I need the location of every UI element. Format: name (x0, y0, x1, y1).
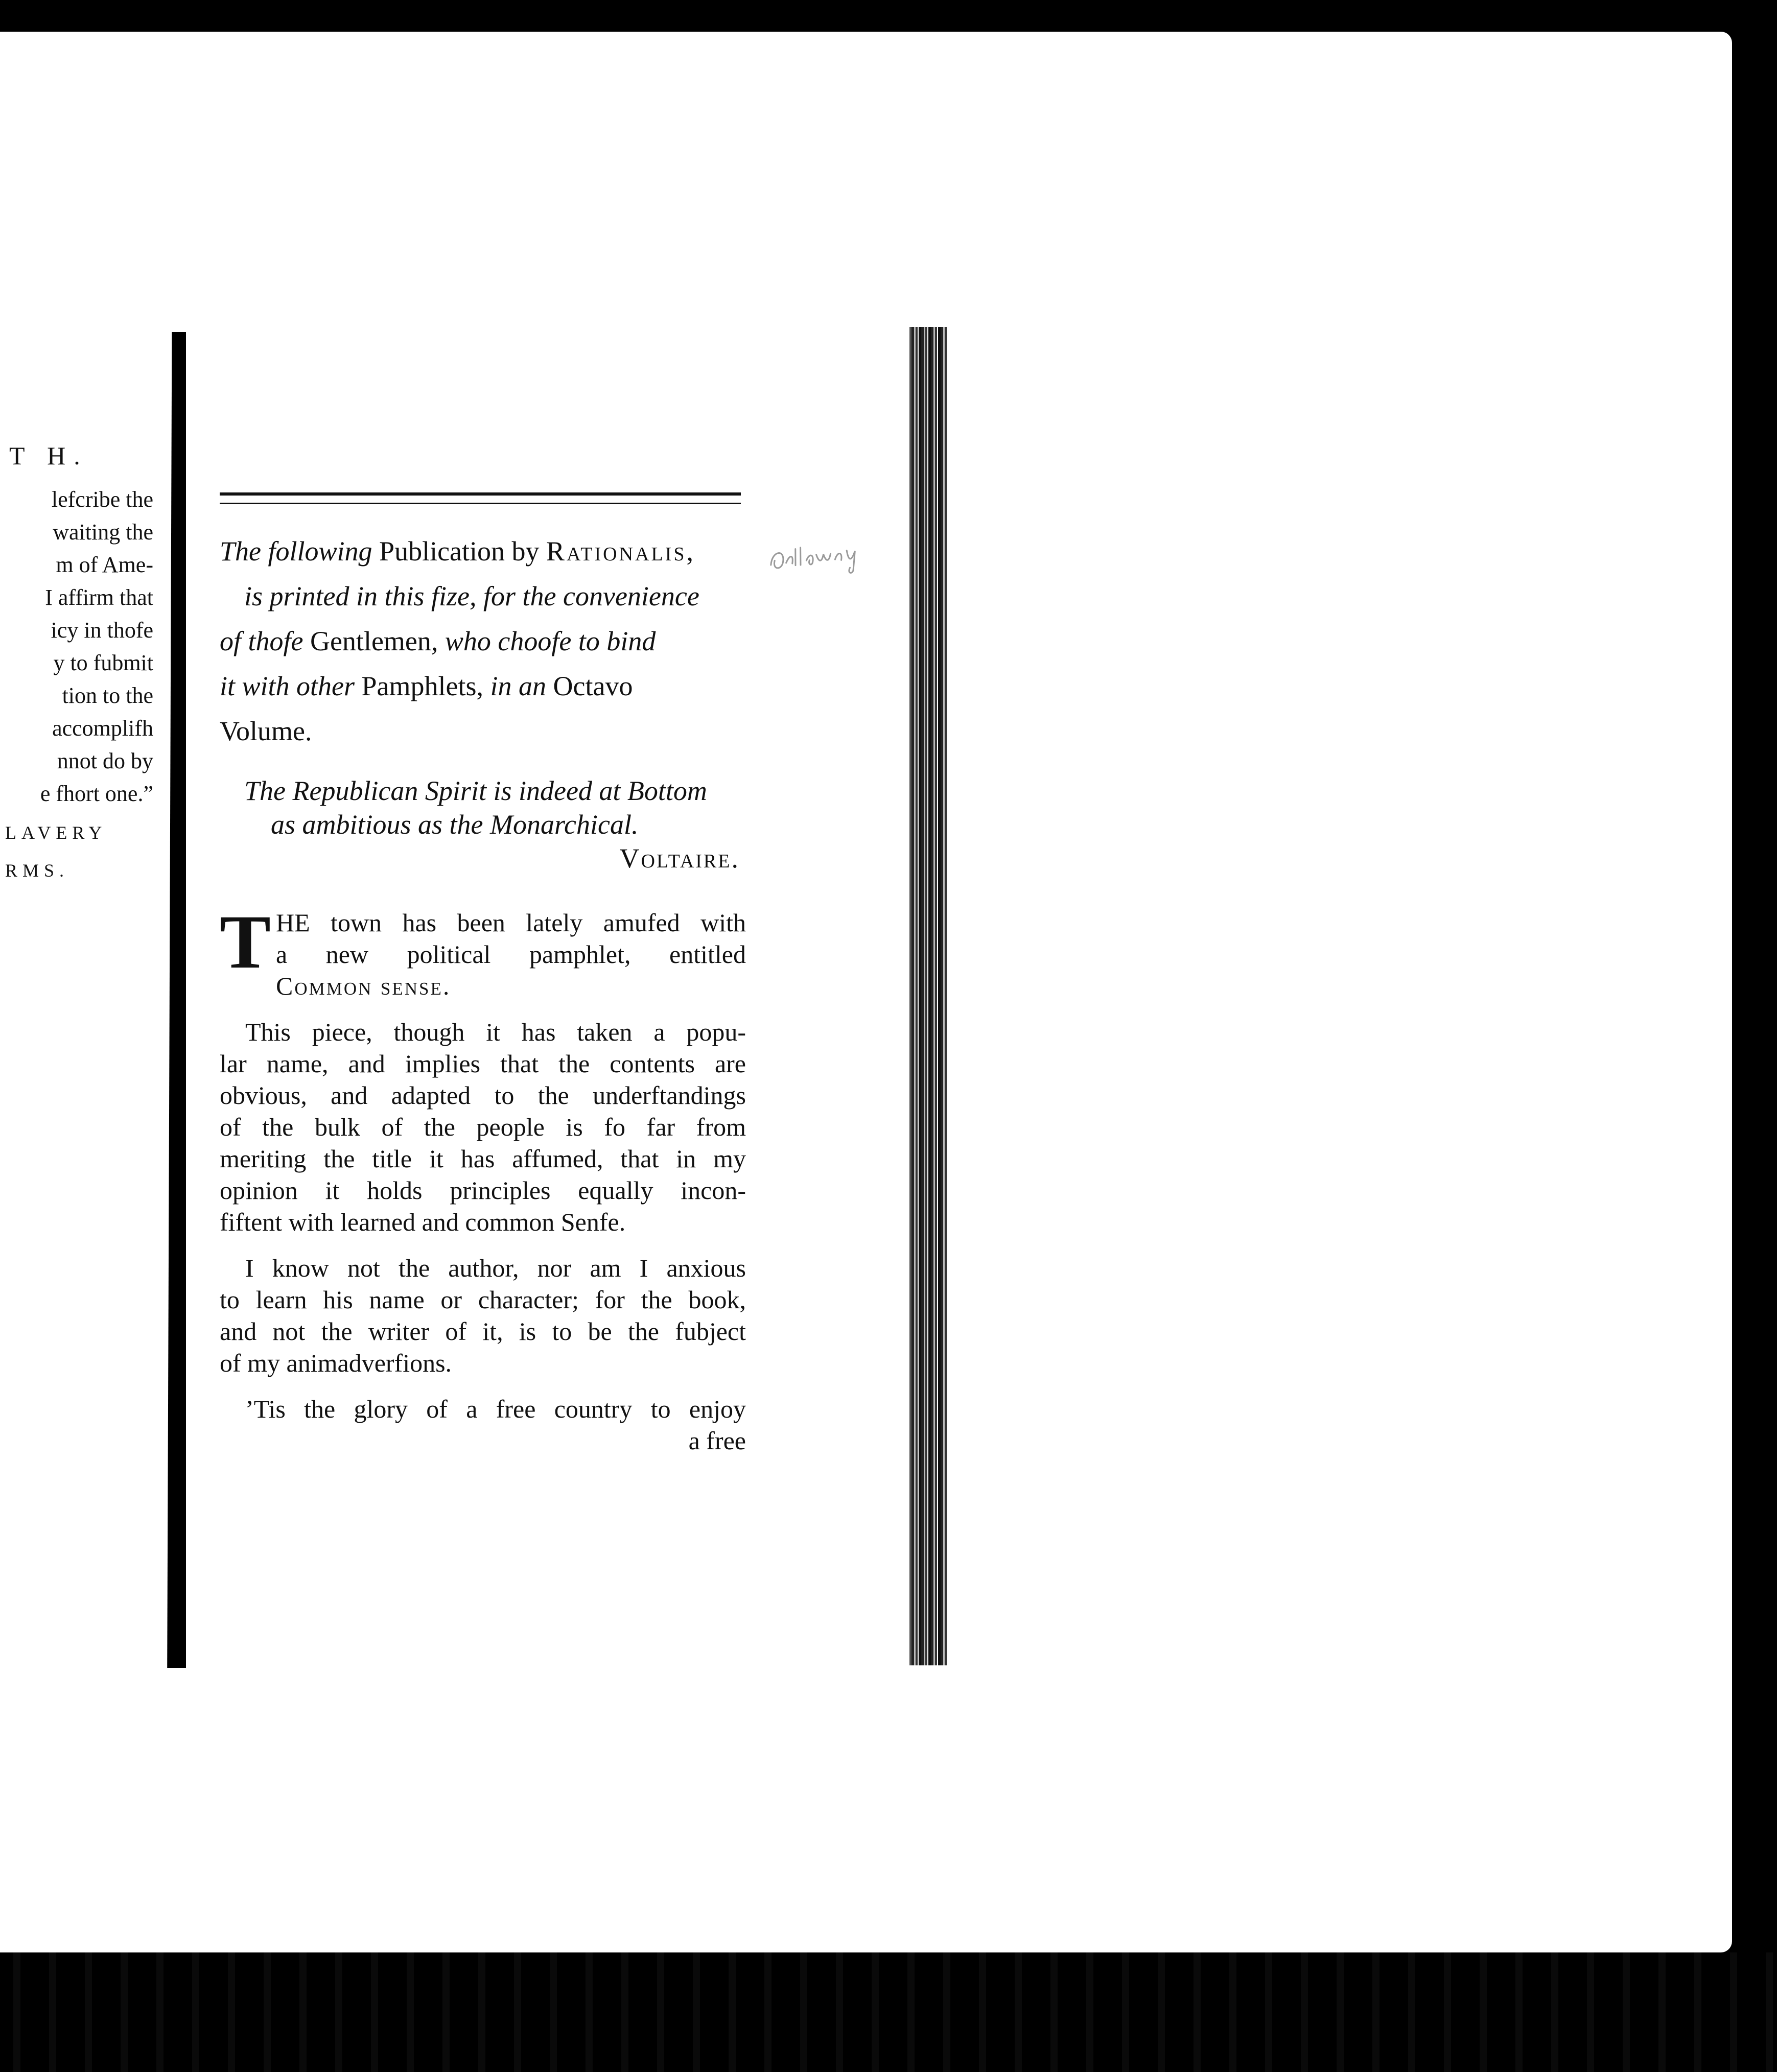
text-line: obvious, and adapted to the underftandings (220, 1081, 746, 1110)
notice-text: of thofe (220, 626, 303, 656)
notice-text: it with other (220, 671, 355, 701)
left-page-line: m of Ame- (56, 552, 153, 577)
paragraph (220, 1016, 746, 1238)
left-page-line: e fhort one.” (40, 781, 153, 806)
notice-line: Volume. (220, 716, 312, 746)
left-page-small-caps: LAVERY (5, 822, 107, 843)
text-line: fiftent with learned and common Senfe. (220, 1208, 626, 1236)
notice-line: is printed in this fize, for the convenience (244, 581, 699, 611)
page-stack-edge (911, 327, 947, 1665)
left-page-line: nnot do by (57, 748, 153, 773)
text-line: to learn his name or character; for the book, (220, 1285, 746, 1314)
notice-text: Pamphlets, (361, 671, 484, 701)
epigraph-attribution: Voltaire. (619, 843, 740, 874)
text-line: meriting the title it has affumed, that in my (220, 1144, 746, 1173)
notice-author-name: Rationalis, (546, 536, 695, 567)
left-page-line: accomplifh (52, 716, 153, 741)
paragraph (220, 1393, 746, 1456)
catchword: a free (688, 1426, 746, 1455)
text-line: of my animadverfions. (220, 1349, 452, 1377)
left-page-heading: T H. (9, 441, 88, 470)
left-facing-page (0, 439, 153, 886)
epigraph (220, 774, 746, 875)
notice-text: in an (490, 671, 547, 701)
left-page-line: lefcribe the (51, 487, 153, 512)
epigraph-line: as ambitious as the Monarchical. (271, 809, 639, 840)
double-rule-thin (220, 503, 741, 504)
text-line: I know not the author, nor am I anxious (245, 1254, 746, 1282)
text-line: and not the writer of it, is to be the fubject (220, 1317, 746, 1346)
left-page-line: I affirm that (45, 585, 153, 610)
text-line: ’Tis the glory of a free country to enjoy (245, 1395, 746, 1423)
left-page-small-caps: RMS. (5, 860, 69, 881)
notice-text: Octavo (553, 671, 633, 701)
drop-cap: T (220, 900, 271, 984)
notice-line (220, 529, 746, 574)
notice-text: Gentlemen, (310, 626, 438, 656)
notice-line (220, 619, 746, 664)
left-page-line: icy in thofe (51, 618, 153, 643)
text-line: This piece, though it has taken a popu- (245, 1018, 746, 1046)
paragraph (220, 900, 746, 1002)
paragraph (220, 1252, 746, 1379)
text-line: HE town has been lately amufed with (276, 908, 746, 937)
text-line: a new political pamphlet, entitled (276, 940, 746, 969)
left-page-line: y to fubmit (53, 650, 153, 675)
notice-line (220, 664, 746, 709)
text-line: Common sense. (276, 972, 451, 1000)
text-line: of the bulk of the people is fo far from (220, 1113, 746, 1141)
notice-text: The following (220, 536, 372, 567)
left-page-line: waiting the (53, 520, 153, 545)
publisher-notice (220, 529, 746, 754)
text-line: lar name, and implies that the contents are (220, 1049, 746, 1078)
notice-text: who choofe to bind (445, 626, 656, 656)
notice-text: Publication by (379, 536, 540, 567)
epigraph-line: The Republican Spirit is indeed at Bottom (244, 775, 707, 806)
body-text (220, 900, 746, 1471)
left-page-line: tion to the (62, 683, 153, 708)
double-rule-thick (220, 492, 741, 496)
text-line: opinion it holds principles equally incon- (220, 1176, 746, 1205)
scan-bottom-border (0, 1952, 1777, 2072)
